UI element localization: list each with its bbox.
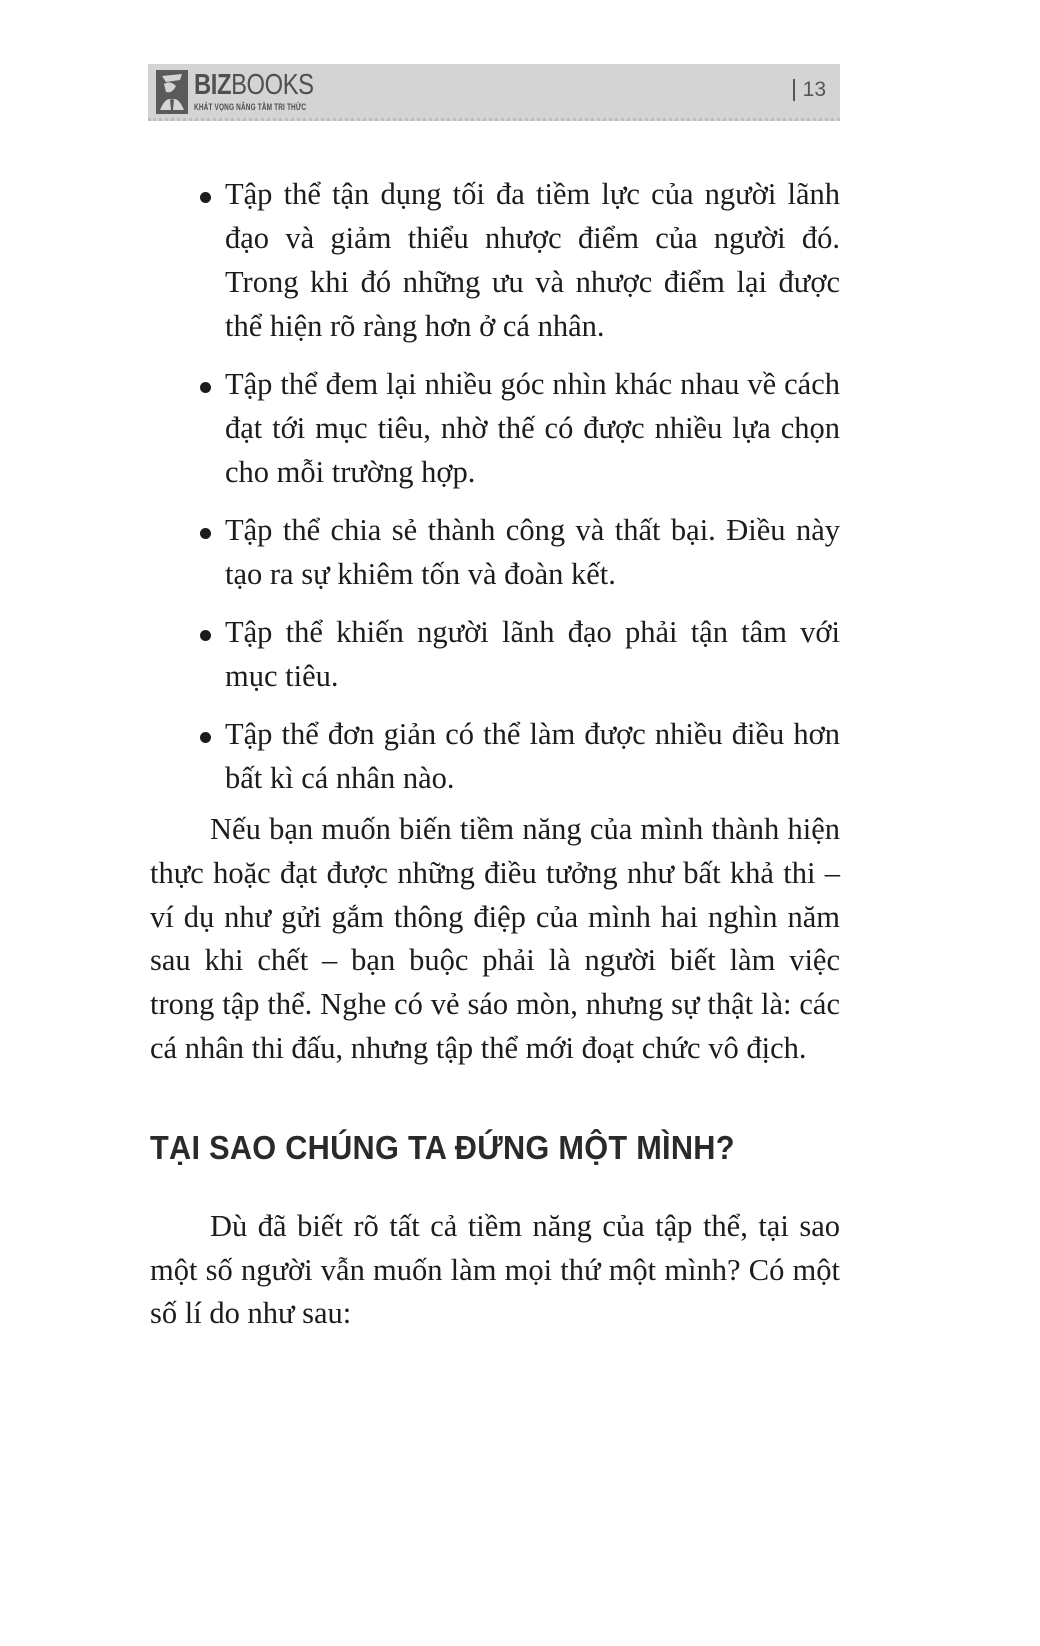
brand-name-bold: BIZ [194, 69, 232, 101]
brand-tagline: KHÁT VỌNG NÂNG TẦM TRI THỨC [194, 102, 307, 112]
page-number-separator [793, 79, 795, 101]
running-header [148, 64, 840, 121]
page-number [793, 78, 826, 102]
bullet-icon [200, 630, 211, 641]
page-body [150, 172, 840, 1336]
list-item [150, 610, 840, 698]
body-paragraph: Dù đã biết rõ tất cả tiềm năng của tập thể, tại sao một số người vẫn muốn làm mọi thứ một mình? Có một số lí do như sau: [150, 1208, 840, 1331]
list-item-text: Tập thể chia sẻ thành công và thất bại. Điều này tạo ra sự khiêm tốn và đoàn kết. [225, 513, 840, 591]
list-item [150, 172, 840, 348]
bullet-icon [200, 382, 211, 393]
brand-name [194, 70, 322, 100]
publisher-logo [156, 70, 350, 116]
list-item-text: Tập thể khiến người lãnh đạo phải tận tâm với mục tiêu. [225, 615, 840, 693]
bullet-icon [200, 192, 211, 203]
page-number-value: 13 [802, 78, 826, 101]
bizbooks-emblem-icon [156, 70, 188, 114]
list-item [150, 712, 840, 800]
list-item [150, 362, 840, 494]
section-heading: TẠI SAO CHÚNG TA ĐỨNG MỘT MÌNH? [150, 1128, 735, 1166]
body-paragraph: Nếu bạn muốn biến tiềm năng của mình thành hiện thực hoặc đạt được những điều tưởng như bất khả thi – ví dụ như gửi gắm thông điệp của mình hai nghìn năm sau khi chết – bạn buộc phải là người biết làm việc trong tập thể. Nghe có vẻ sáo mòn, nhưng sự thật là: các cá nhân thi đấu, nhưng tập thể mới đoạt chức vô địch. [150, 812, 840, 1065]
bullet-icon [200, 732, 211, 743]
list-item-text: Tập thể đơn giản có thể làm được nhiều điều hơn bất kì cá nhân nào. [225, 717, 840, 795]
list-item-text: Tập thể tận dụng tối đa tiềm lực của người lãnh đạo và giảm thiểu nhược điểm của người đó. Trong khi đó những ưu và nhược điểm lại được thể hiện rõ ràng hơn ở cá nhân. [225, 177, 840, 343]
list-item [150, 508, 840, 596]
bullet-icon [200, 528, 211, 539]
list-item-text: Tập thể đem lại nhiều góc nhìn khác nhau về cách đạt tới mục tiêu, nhờ thế có được nhiều lựa chọn cho mỗi trường hợp. [225, 367, 840, 489]
bullet-list [150, 172, 840, 800]
brand-name-light: BOOKS [231, 69, 314, 101]
